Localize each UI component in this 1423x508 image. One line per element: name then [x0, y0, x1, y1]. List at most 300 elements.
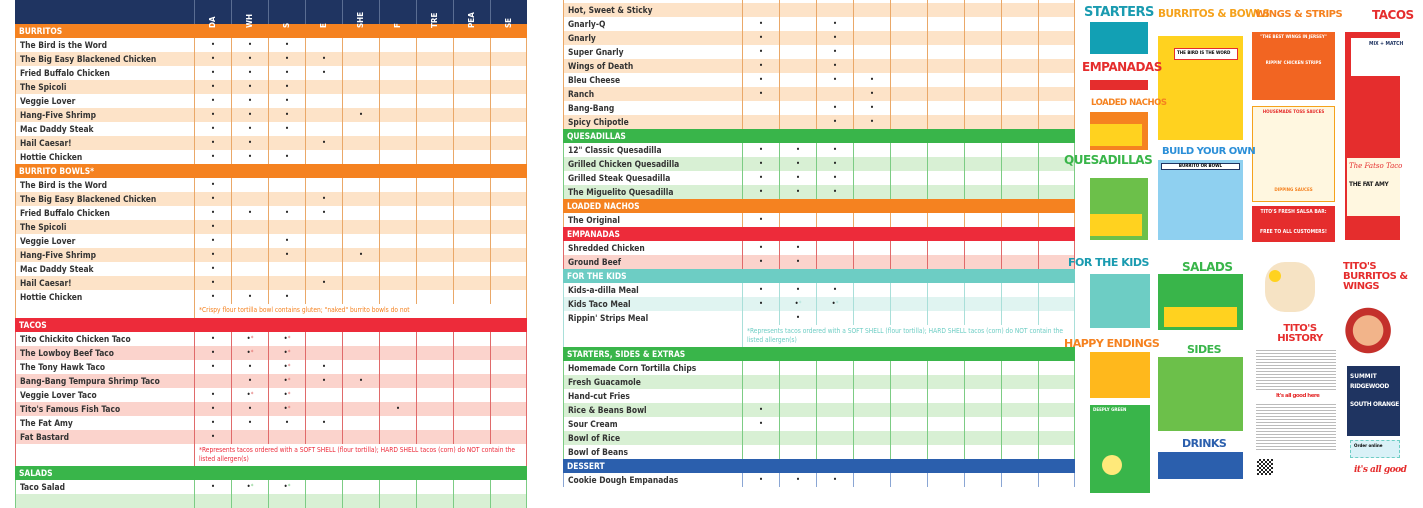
allergen-cell	[927, 115, 964, 129]
allergen-cell	[779, 213, 816, 227]
allergen-cell	[305, 234, 342, 248]
allergen-cell: •	[742, 417, 779, 431]
allergen-cell	[268, 276, 305, 290]
allergen-cell: •	[379, 402, 416, 416]
allergen-cell	[305, 262, 342, 276]
item-name: Kids Taco Meal	[568, 299, 631, 309]
table-row	[15, 276, 527, 290]
allergen-cell	[1001, 171, 1038, 185]
item-name: Ground Beef	[568, 257, 622, 267]
table-row	[563, 445, 1075, 459]
column-label: S	[282, 22, 291, 28]
allergen-cell	[853, 171, 890, 185]
allergen-cell	[416, 136, 453, 150]
table-row	[15, 108, 527, 122]
allergen-cell	[853, 445, 890, 459]
allergen-cell	[305, 220, 342, 234]
allergen-cell: •	[853, 73, 890, 87]
allergen-cell: •	[194, 332, 231, 346]
allergen-cell: •	[194, 108, 231, 122]
allergen-cell: •	[742, 297, 779, 311]
allergen-cell	[416, 178, 453, 192]
build-title: BURRITO OR BOWL	[1161, 163, 1240, 170]
allergen-cell	[816, 403, 853, 417]
allergen-cell	[964, 59, 1001, 73]
allergen-cell	[927, 31, 964, 45]
table-row	[15, 332, 527, 346]
salads-panel	[1158, 274, 1243, 330]
allergen-cell	[1001, 241, 1038, 255]
allergen-cell	[453, 332, 490, 346]
allergen-cell	[490, 52, 527, 66]
allergen-cell	[379, 150, 416, 164]
allergen-cell	[853, 241, 890, 255]
allergen-cell	[927, 171, 964, 185]
allergen-cell: •	[816, 157, 853, 171]
allergen-cell	[816, 87, 853, 101]
column-label: E	[319, 23, 328, 28]
allergen-cell	[416, 80, 453, 94]
allergen-cell	[927, 3, 964, 17]
allergen-cell	[779, 87, 816, 101]
allergen-cell: •	[305, 66, 342, 80]
allergen-cell: •	[742, 213, 779, 227]
allergen-cell	[779, 101, 816, 115]
item-name: The Spicoli	[20, 222, 67, 232]
allergen-cell	[816, 311, 853, 325]
allergen-cell: •	[305, 192, 342, 206]
item-name: Bowl of Beans	[568, 447, 628, 457]
allergen-cell: •	[194, 402, 231, 416]
allergen-cell	[1001, 3, 1038, 17]
menu-heading-quesadillas: QUESADILLAS	[1064, 153, 1153, 167]
allergen-cell: •	[816, 73, 853, 87]
allergen-cell	[453, 122, 490, 136]
section-header: FOR THE KIDS	[563, 269, 1075, 283]
section-salads	[15, 466, 527, 508]
allergen-cell	[742, 445, 779, 459]
allergen-cell	[342, 416, 379, 430]
column-label: F	[393, 23, 402, 28]
menu-heading-history: TITO'S HISTORY	[1277, 323, 1323, 344]
allergen-cell: •	[742, 403, 779, 417]
item-name: Bleu Cheese	[568, 75, 621, 85]
section-header: DESSERT	[563, 459, 1075, 473]
allergen-cell	[416, 150, 453, 164]
allergen-cell	[490, 290, 527, 304]
allergen-cell: •	[779, 255, 816, 269]
section-starters-sides-extras	[563, 347, 1075, 459]
allergen-cell: •	[194, 248, 231, 262]
section-header: BURRITOS	[15, 24, 527, 38]
allergen-cell	[490, 192, 527, 206]
menu-heading-happy: HAPPY ENDINGS	[1064, 337, 1160, 350]
allergen-cell	[964, 473, 1001, 487]
menu-heading-burritos: BURRITOS & BOWLS	[1158, 8, 1270, 20]
allergen-cell	[379, 192, 416, 206]
allergen-cell	[1001, 375, 1038, 389]
allergen-cell	[416, 416, 453, 430]
starters-panel	[1090, 22, 1148, 54]
table-row	[15, 80, 527, 94]
allergen-cell: •	[194, 94, 231, 108]
allergen-cell	[379, 80, 416, 94]
allergen-cell	[453, 262, 490, 276]
allergen-cell	[1001, 45, 1038, 59]
allergen-cell	[1001, 157, 1038, 171]
allergen-cell	[379, 374, 416, 388]
allergen-cell: •	[779, 185, 816, 199]
item-name: The Big Easy Blackened Chicken	[20, 194, 157, 204]
allergen-cell	[964, 45, 1001, 59]
allergen-cell: •*	[268, 402, 305, 416]
allergen-cell	[342, 178, 379, 192]
allergen-cell	[416, 248, 453, 262]
allergen-cell: •	[742, 185, 779, 199]
table-row	[563, 375, 1075, 389]
allergen-cell	[453, 136, 490, 150]
allergen-cell	[1001, 213, 1038, 227]
allergen-cell	[305, 38, 342, 52]
salsa-label: TITO'S FRESH SALSA BAR:	[1260, 209, 1327, 215]
item-name: Fried Buffalo Chicken	[20, 68, 110, 78]
allergen-cell	[964, 283, 1001, 297]
allergen-cell	[1001, 311, 1038, 325]
allergen-cell	[853, 361, 890, 375]
section-quesadillas	[563, 129, 1075, 199]
allergen-cell	[1038, 445, 1075, 459]
table-row	[563, 157, 1075, 171]
allergen-cell	[268, 430, 305, 444]
allergen-cell	[453, 192, 490, 206]
item-name: Kids-a-dilla Meal	[568, 285, 639, 295]
allergen-cell	[853, 255, 890, 269]
allergen-cell	[853, 297, 890, 311]
allergen-cell: •	[742, 31, 779, 45]
allergen-cell: •	[268, 38, 305, 52]
allergen-cell: •*	[268, 346, 305, 360]
allergen-cell: •	[194, 430, 231, 444]
table-row	[15, 388, 527, 402]
allergen-cell	[231, 248, 268, 262]
item-name: Bowl of Rice	[568, 433, 621, 443]
allergen-cell	[1038, 115, 1075, 129]
allergen-cell	[742, 431, 779, 445]
allergen-cell	[1038, 431, 1075, 445]
table-row	[15, 38, 527, 52]
allergen-cell	[490, 108, 527, 122]
item-name: Hail Caesar!	[20, 138, 72, 148]
allergen-cell: •	[268, 206, 305, 220]
allergen-cell	[927, 431, 964, 445]
table-row	[15, 402, 527, 416]
menu-heading-sides: SIDES	[1187, 343, 1222, 356]
allergen-cell	[342, 262, 379, 276]
table-row	[563, 73, 1075, 87]
allergen-cell: •	[342, 108, 379, 122]
allergen-cell: •	[268, 66, 305, 80]
allergen-cell	[853, 143, 890, 157]
table-row	[15, 416, 527, 430]
allergen-column-header	[231, 0, 268, 28]
locations-panel	[1347, 366, 1400, 436]
slogan: it's all good	[1354, 465, 1407, 475]
allergen-cell	[853, 3, 890, 17]
allergen-cell	[964, 213, 1001, 227]
allergen-cell: •	[231, 122, 268, 136]
allergen-cell	[231, 262, 268, 276]
allergen-cell	[379, 416, 416, 430]
column-label: TRE	[430, 12, 439, 28]
allergen-cell	[416, 388, 453, 402]
allergen-cell	[453, 480, 490, 494]
allergen-cell: •	[742, 255, 779, 269]
allergen-cell	[342, 136, 379, 150]
allergen-cell	[1038, 417, 1075, 431]
allergen-cell	[853, 431, 890, 445]
allergen-cell	[305, 94, 342, 108]
allergen-cell	[816, 375, 853, 389]
allergen-cell	[890, 45, 927, 59]
allergen-cell: •	[816, 17, 853, 31]
allergen-cell	[416, 332, 453, 346]
allergen-cell	[890, 445, 927, 459]
allergen-cell	[816, 255, 853, 269]
green-label: DEEPLY GREEN	[1093, 408, 1127, 413]
table-row	[15, 430, 527, 444]
table-row	[563, 431, 1075, 445]
allergen-cell: •	[816, 31, 853, 45]
allergen-cell	[305, 122, 342, 136]
item-name: Cookie Dough Empanadas	[568, 475, 679, 485]
allergen-cell	[927, 473, 964, 487]
item-name: Hand-cut Fries	[568, 391, 630, 401]
allergen-cell: •	[816, 185, 853, 199]
allergen-cell: •	[305, 360, 342, 374]
table-row	[563, 403, 1075, 417]
table-row	[563, 115, 1075, 129]
allergen-cell	[816, 3, 853, 17]
section-header: STARTERS, SIDES & EXTRAS	[563, 347, 1075, 361]
allergen-cell: •	[231, 94, 268, 108]
good-here-label: It's all good here	[1276, 393, 1320, 399]
allergen-cell	[453, 108, 490, 122]
allergen-cell	[1038, 389, 1075, 403]
table-row	[15, 136, 527, 150]
allergen-cell	[453, 52, 490, 66]
allergen-cell	[379, 494, 416, 508]
allergen-cell: •	[268, 122, 305, 136]
item-name: Taco Salad	[20, 482, 65, 492]
allergen-cell: •	[194, 136, 231, 150]
item-name: Shredded Chicken	[568, 243, 645, 253]
allergen-cell	[964, 157, 1001, 171]
table-row	[563, 255, 1075, 269]
allergen-column-header	[490, 0, 527, 28]
allergen-cell	[853, 417, 890, 431]
section-header: BURRITO BOWLS*	[15, 164, 527, 178]
allergen-cell: •	[342, 248, 379, 262]
location-summit: SUMMIT	[1350, 372, 1377, 380]
order-online-box: Order online	[1350, 440, 1400, 458]
allergen-cell	[231, 192, 268, 206]
column-label: DA	[208, 16, 217, 28]
allergen-cell	[194, 494, 231, 508]
allergen-cell: •*	[231, 480, 268, 494]
allergen-cell	[1038, 171, 1075, 185]
allergen-cell: •	[194, 178, 231, 192]
allergen-cell: •*	[231, 346, 268, 360]
allergen-cell	[853, 375, 890, 389]
column-label: PEA	[467, 12, 476, 28]
allergen-cell	[453, 150, 490, 164]
allergen-cell	[342, 332, 379, 346]
item-name: Super Gnarly	[568, 47, 624, 57]
table-row	[563, 361, 1075, 375]
allergen-cell	[490, 220, 527, 234]
table-row	[15, 494, 527, 508]
allergen-cell	[779, 403, 816, 417]
allergen-cell	[927, 87, 964, 101]
table-row	[15, 52, 527, 66]
table-row	[15, 480, 527, 494]
allergen-cell	[964, 17, 1001, 31]
allergen-column-header	[305, 0, 342, 28]
allergen-cell	[453, 178, 490, 192]
allergen-cell	[890, 31, 927, 45]
item-name: The Spicoli	[20, 82, 67, 92]
allergen-cell: •	[268, 52, 305, 66]
allergen-cell	[853, 59, 890, 73]
brand-illustration	[1342, 292, 1400, 362]
allergen-cell	[1038, 283, 1075, 297]
allergen-cell	[379, 122, 416, 136]
allergen-cell	[853, 213, 890, 227]
allergen-cell	[816, 213, 853, 227]
allergen-column-header	[453, 0, 490, 28]
allergen-cell	[927, 73, 964, 87]
allergen-cell	[490, 374, 527, 388]
item-name: Rice & Beans Bowl	[568, 405, 647, 415]
allergen-cell	[231, 276, 268, 290]
fatamy-label: THE FAT AMY	[1349, 180, 1389, 188]
allergen-cell	[927, 157, 964, 171]
item-name: Bang-Bang Tempura Shrimp Taco	[20, 376, 160, 386]
allergen-cell: •	[742, 473, 779, 487]
section-header: LOADED NACHOS	[563, 199, 1075, 213]
wings-panel	[1252, 32, 1335, 100]
allergen-cell	[453, 416, 490, 430]
allergen-cell: •	[742, 73, 779, 87]
allergen-cell	[490, 178, 527, 192]
allergen-cell	[379, 52, 416, 66]
allergen-cell	[416, 52, 453, 66]
qr-code	[1257, 459, 1273, 475]
allergen-cell	[927, 59, 964, 73]
section-header: QUESADILLAS	[563, 129, 1075, 143]
allergen-cell: •	[231, 416, 268, 430]
allergen-cell	[342, 388, 379, 402]
allergen-cell	[890, 255, 927, 269]
menu-heading-build: BUILD YOUR OWN	[1162, 146, 1256, 157]
allergen-column-header	[268, 0, 305, 28]
allergen-cell	[1001, 389, 1038, 403]
allergen-cell	[1038, 297, 1075, 311]
allergen-cell	[305, 494, 342, 508]
allergen-cell	[853, 283, 890, 297]
item-name: Hot, Sweet & Sticky	[568, 5, 653, 15]
allergen-cell	[453, 234, 490, 248]
allergen-cell: •	[853, 87, 890, 101]
allergen-cell	[853, 473, 890, 487]
allergen-cell: •	[268, 80, 305, 94]
item-name: Grilled Steak Quesadilla	[568, 173, 671, 183]
allergen-cell	[964, 255, 1001, 269]
menu-heading-wings: WINGS & STRIPS	[1255, 9, 1343, 20]
allergen-cell	[964, 389, 1001, 403]
item-name: Ranch	[568, 89, 595, 99]
table-row	[15, 290, 527, 304]
allergen-cell	[453, 206, 490, 220]
allergen-cell	[305, 430, 342, 444]
allergen-cell	[305, 480, 342, 494]
allergen-cell	[964, 171, 1001, 185]
table-row	[15, 192, 527, 206]
item-name: The Bird is the Word	[20, 180, 107, 190]
allergen-cell	[742, 389, 779, 403]
allergen-cell	[853, 17, 890, 31]
table-row	[15, 206, 527, 220]
allergen-cell	[305, 332, 342, 346]
allergen-cell	[379, 388, 416, 402]
allergen-cell: •	[194, 66, 231, 80]
allergen-cell	[927, 45, 964, 59]
allergen-cell: •	[742, 45, 779, 59]
sauces-panel	[1252, 106, 1335, 202]
allergen-cell	[416, 38, 453, 52]
allergen-cell	[964, 403, 1001, 417]
allergen-cell	[927, 255, 964, 269]
allergen-cell	[342, 494, 379, 508]
allergen-cell: •	[231, 206, 268, 220]
allergen-cell	[890, 241, 927, 255]
allergen-cell	[853, 45, 890, 59]
item-name: Fat Bastard	[20, 432, 70, 442]
allergen-cell: •	[742, 283, 779, 297]
item-name: Wings of Death	[568, 61, 634, 71]
fatso-label: The Fatso Taco	[1349, 162, 1403, 170]
table-row	[563, 185, 1075, 199]
section-for-the-kids	[563, 269, 1075, 347]
item-name: Veggie Lover	[20, 96, 76, 106]
item-name: Fried Buffalo Chicken	[20, 208, 110, 218]
allergen-cell	[964, 73, 1001, 87]
allergen-cell	[342, 234, 379, 248]
allergen-cell: •	[194, 290, 231, 304]
allergen-cell	[964, 375, 1001, 389]
allergen-cell	[342, 220, 379, 234]
allergen-cell: •	[194, 388, 231, 402]
item-name: Sour Cream	[568, 419, 618, 429]
brand-title: TITO'S BURRITOS & WINGS	[1343, 261, 1408, 292]
allergen-cell	[342, 94, 379, 108]
allergen-cell	[927, 375, 964, 389]
allergen-cell: •	[816, 171, 853, 185]
allergen-cell	[890, 115, 927, 129]
allergen-cell	[231, 234, 268, 248]
allergen-cell	[927, 361, 964, 375]
allergen-cell	[453, 276, 490, 290]
